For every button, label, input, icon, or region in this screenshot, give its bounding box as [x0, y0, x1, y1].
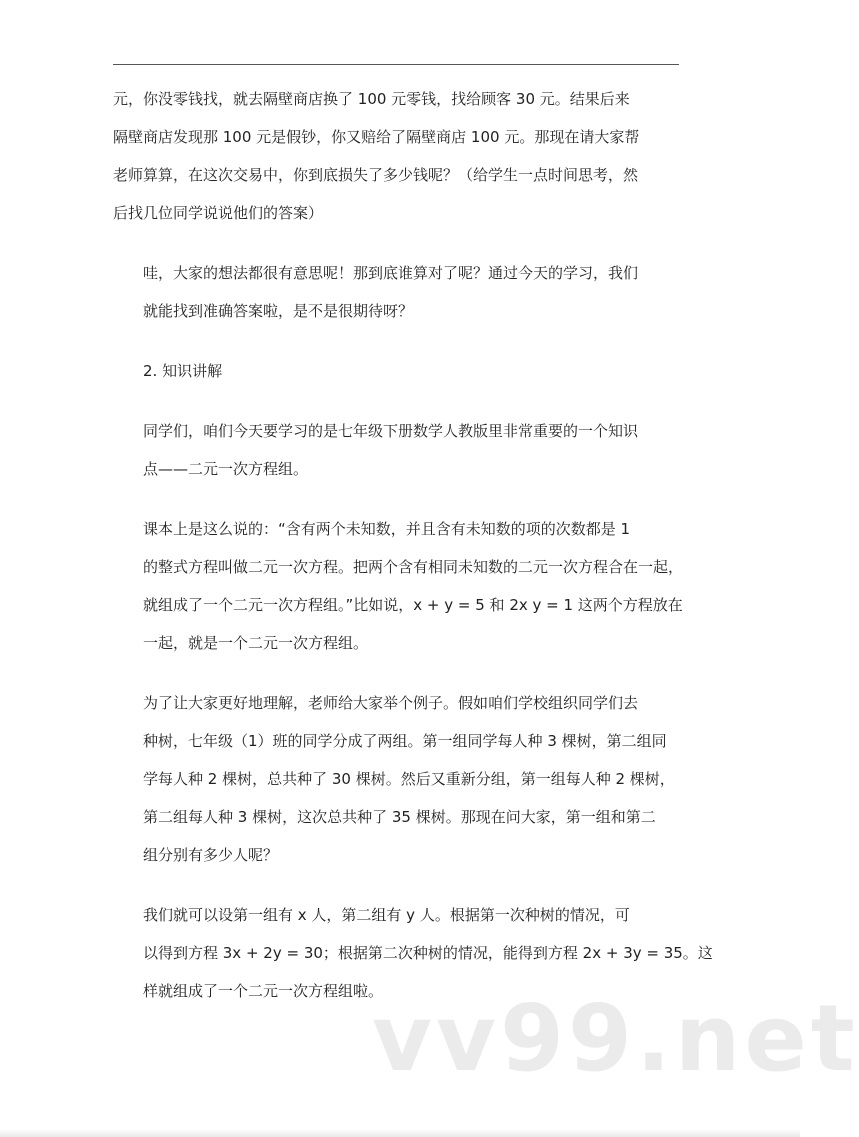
text-line: 老师算算，在这次交易中，你到底损失了多少钱呢？（给学生一点时间思考，然 [113, 166, 639, 184]
text-line: 2. 知识讲解 [143, 362, 223, 380]
text-line: 种树，七年级（1）班的同学分成了两组。第一组同学每人种 3 棵树，第二组同 [143, 732, 667, 750]
text-line: 隔壁商店发现那 100 元是假钞，你又赔给了隔壁商店 100 元。那现在请大家帮 [113, 128, 640, 146]
text-line: 的整式方程叫做二元一次方程。把两个含有相同未知数的二元一次方程合在一起， [143, 558, 684, 576]
document-body [113, 80, 713, 1032]
text-line: 就能找到准确答案啦，是不是很期待呀？ [143, 302, 414, 320]
section-heading [143, 352, 683, 390]
paragraph [113, 254, 683, 330]
text-line: 课本上是这么说的：“含有两个未知数，并且含有未知数的项的次数都是 1 [143, 520, 631, 538]
text-line: 我们就可以设第一组有 x 人，第二组有 y 人。根据第一次种树的情况，可 [143, 906, 630, 924]
text-line: 后找几位同学说说他们的答案） [113, 204, 324, 222]
text-line: 点——二元一次方程组。 [143, 460, 309, 478]
text-line: 为了让大家更好地理解，老师给大家举个例子。假如咱们学校组织同学们去 [143, 694, 639, 712]
text-line: 就组成了一个二元一次方程组。”比如说，x + y = 5 和 2x y = 1 这两个方程放在 [143, 596, 683, 614]
text-line: 第二组每人种 3 棵树，这次总共种了 35 棵树。那现在问大家，第一组和第二 [143, 808, 656, 826]
paragraph [113, 684, 683, 874]
paragraph [113, 412, 683, 488]
text-line: 学每人种 2 棵树，总共种了 30 棵树。然后又重新分组，第一组每人种 2 棵树， [143, 770, 675, 788]
text-line: 同学们，咱们今天要学习的是七年级下册数学人教版里非常重要的一个知识 [143, 422, 639, 440]
text-line: 以得到方程 3x + 2y = 30；根据第二次种树的情况，能得到方程 2x + 3y = 35。这 [143, 944, 713, 962]
text-line: 哇，大家的想法都很有意思呢！那到底谁算对了呢？通过今天的学习，我们 [143, 264, 639, 282]
watermark-text: vv99.net [372, 985, 859, 1092]
header-rule [113, 64, 679, 65]
paragraph [113, 896, 713, 1010]
text-line: 一起，就是一个二元一次方程组。 [143, 634, 369, 652]
text-line: 样就组成了一个二元一次方程组啦。 [143, 982, 384, 1000]
paragraph [113, 80, 683, 232]
text-line: 元，你没零钱找，就去隔壁商店换了 100 元零钱，找给顾客 30 元。结果后来 [113, 90, 630, 108]
text-line: 组分别有多少人呢？ [143, 846, 279, 864]
page-bottom-edge [0, 1129, 800, 1137]
paragraph [113, 510, 683, 662]
